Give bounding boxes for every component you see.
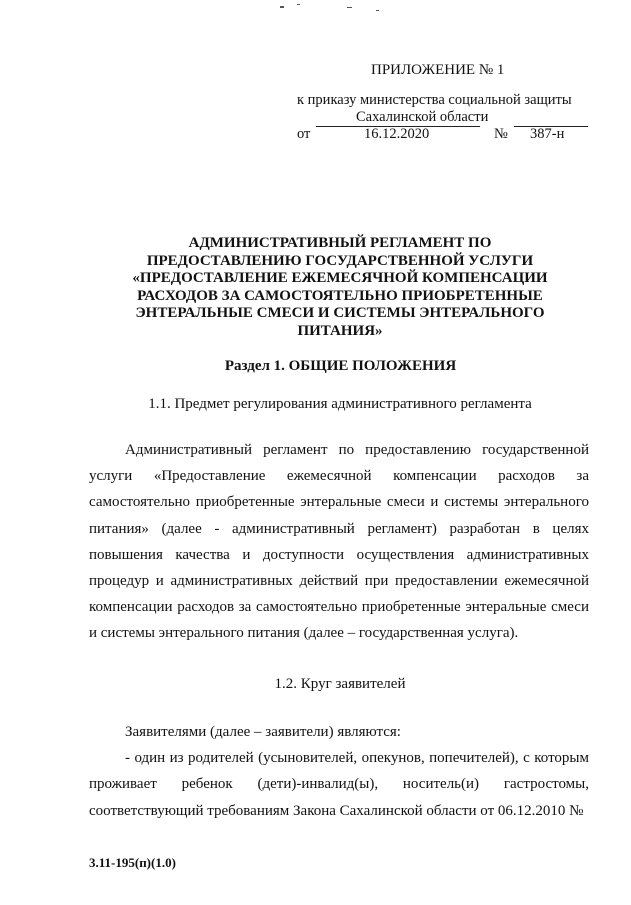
title-line: ПИТАНИЯ» [297,322,383,339]
order-reference: к приказу министерства социальной защиты [297,92,572,108]
paragraph-text: Заявителями (далее – заявители) являются: [125,724,401,740]
title-line: АДМИНИСТРАТИВНЫЙ РЕГЛАМЕНТ ПО [188,235,492,251]
paragraph-text: - один из родителей (усыновителей, опекунов, попечителей), с которым проживает ребенок (дети)-инвалид(ы), носитель(и) гастростомы, соответствующий требованиям Закона Сахалинской области от 06.12.2010 № [89,750,589,819]
region-name: Сахалинской области [356,109,489,125]
paragraph-regulation-subject [89,437,589,647]
from-label: от [297,126,311,142]
number-label: № [494,126,508,142]
paragraph-applicants [89,719,589,824]
subsection-heading-1-2: 1.2. Круг заявителей [274,676,406,692]
title-line: РАСХОДОВ ЗА САМОСТОЯТЕЛЬНО ПРИОБРЕТЕННЫЕ [137,287,543,304]
scan-speck [376,10,379,11]
subsection-heading-1-1: 1.1. Предмет регулирования административного регламента [148,396,532,412]
appendix-title: ПРИЛОЖЕНИЕ № 1 [371,62,505,78]
document-title [100,235,580,341]
scan-speck [280,6,284,8]
section-heading: Раздел 1. ОБЩИЕ ПОЛОЖЕНИЯ [224,358,457,374]
title-line: ПРЕДОСТАВЛЕНИЮ ГОСУДАРСТВЕННОЙ УСЛУГИ [146,252,534,269]
order-date-line [297,126,597,146]
scan-speck [347,7,352,8]
title-line: ЭНТЕРАЛЬНЫЕ СМЕСИ И СИСТЕМЫ ЭНТЕРАЛЬНОГО [135,305,545,322]
order-number: 387-н [530,126,565,142]
title-line: «ПРЕДОСТАВЛЕНИЕ ЕЖЕМЕСЯЧНОЙ КОМПЕНСАЦИИ [132,270,548,287]
document-code: 3.11-195(п)(1.0) [89,855,176,870]
order-date: 16.12.2020 [364,126,430,142]
scan-speck [297,4,300,5]
paragraph-text: Административный регламент по предоставлению государственной услуги «Предоставление ежемесячной компенсации расходов за самостоятельно приобретенные энтеральные смеси и системы энтерального питания» (далее - административный регламент) разработан в целях повышения качества и доступности осуществления административных процедур и административных действий при предоставлении ежемесячной компенсации расходов за самостоятельно приобретенные энтеральные смеси и системы энтерального питания (далее – государственная услуга). [89,442,589,642]
